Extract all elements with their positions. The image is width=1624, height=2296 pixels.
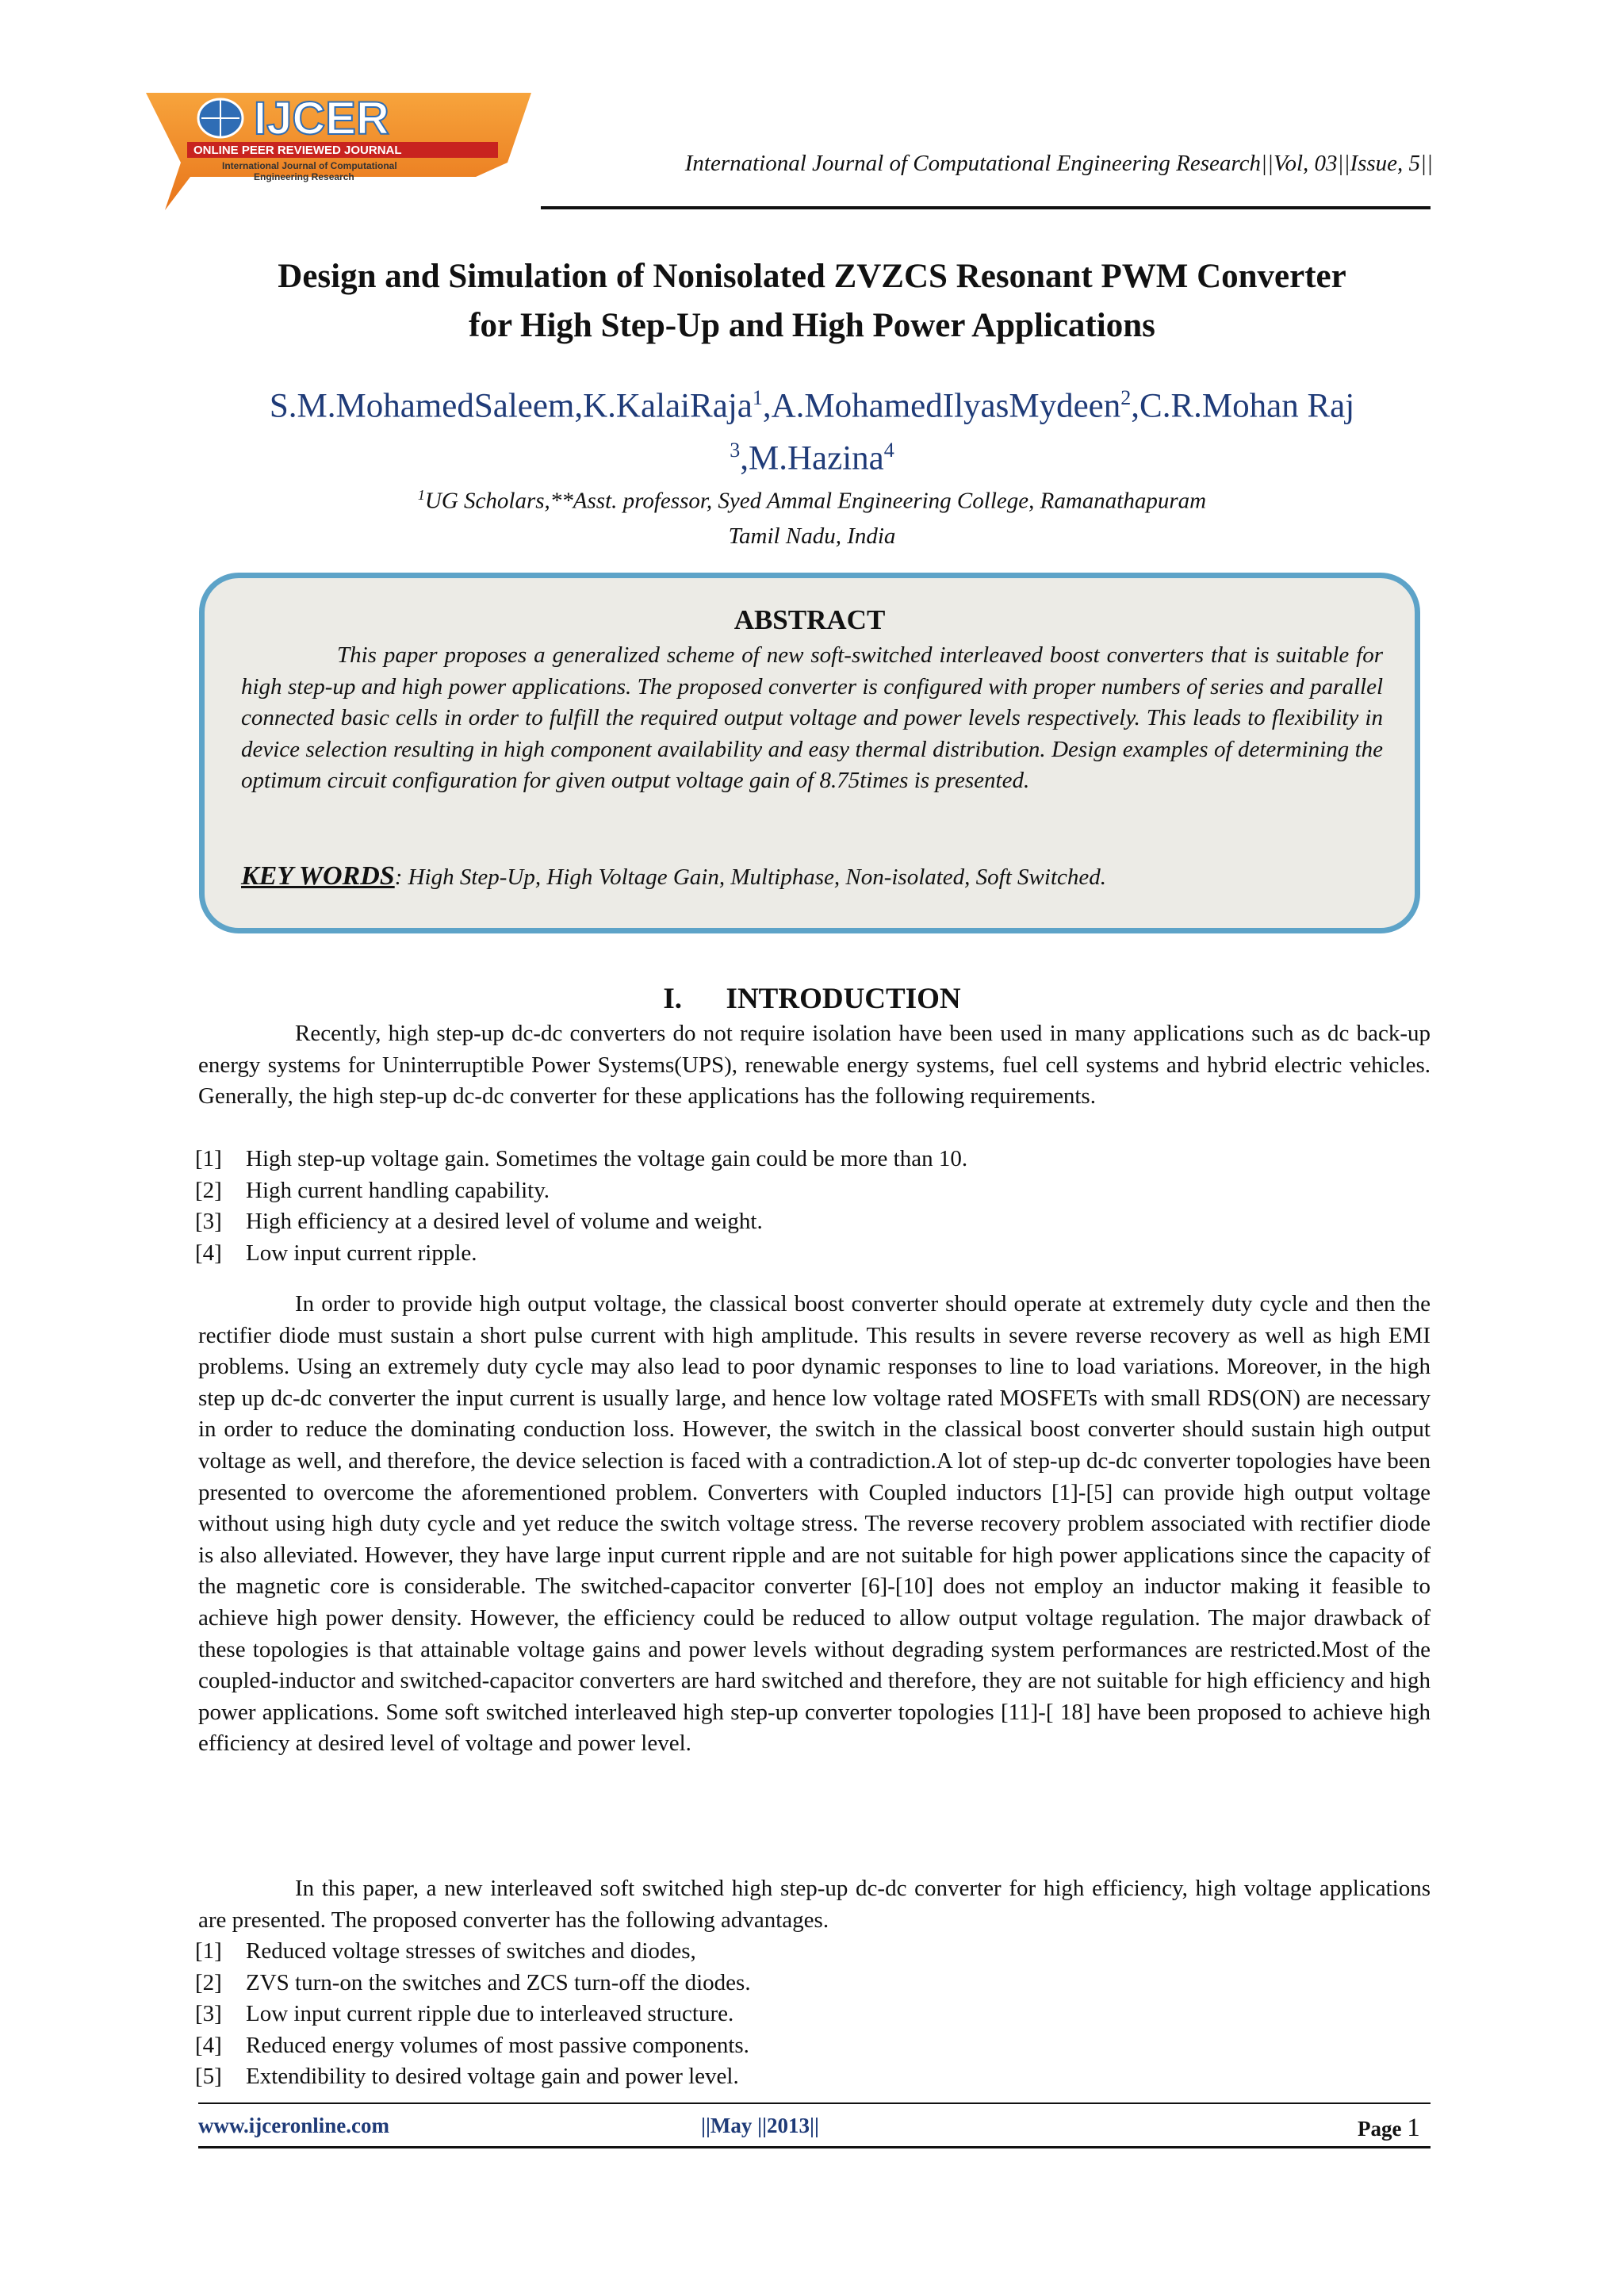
requirements-list [195,1144,967,1269]
logo-subtitle-1: International Journal of Computational [222,160,397,171]
intro-p3-text: In this paper, a new interleaved soft switched high step-up dc-dc converter for high efficiency, high voltage applications are presented. The proposed converter has the following advantages. [198,1876,1431,1933]
list-item-number: [4] [195,1240,222,1266]
ijcer-logo [135,83,539,218]
author-4: ,M.Hazina [740,439,884,477]
list-item-number: [1] [195,1146,222,1171]
list-item [195,1175,967,1207]
intro-p2-text: In order to provide high output voltage, the classical boost converter should operate at extremely duty cycle and then the rectifier diode must sustain a short pulse current with high amplitude. This results in severe reverse recovery as well as high EMI problems. Using an extremely duty cycle may also lead to poor dynamic responses to line to load variations. Moreover, in the high step up dc-dc converter the input current is usually large, and hence low voltage rated MOSFETs with small RDS(ON) are necessary in order to reduce the dominating conduction loss. However, the switch in the classical boost converter should sustain high output voltage as well, and therefore, the device selection is faced with a contradiction.A lot of step-up dc-dc converter topologies have been presented to overcome the aforementioned problem. Converters with Coupled inductors [1]-[5] can provide high output voltage without using high duty cycle and yet reduce the switch voltage stress. The reverse recovery problem associated with rectifier diode is also alleviated. However, they have large input current ripple and are not suitable for high power applications since the capacity of the magnetic core is considerable. The switched-capacitor converter [6]-[10] does not employ an inductor making it feasible to achieve high power density. However, the efficiency could be reduced to allow output voltage regulation. The major drawback of these topologies is that attainable voltage gains and power levels without degrading system performances are restricted.Most of the coupled-inductor and switched-capacitor converters are hard switched and therefore, they are not suitable for high efficiency and high power applications. Some soft switched interleaved high step-up converter topologies [11]-[ 18] have been proposed to achieve high efficiency at desired level of voltage and power level. [198,1291,1431,1757]
abstract-paragraph: This paper proposes a generalized scheme of new soft-switched interleaved boost converters that is suitable for high step-up and high power applications. The proposed converter is configured with proper numbers of series and parallel connected basic cells in order to fulfill the required output voltage and power levels respectively. This leads to flexibility in device selection resulting in high component availability and easy thermal distribution. Design examples of determining the optimum circuit configuration for given output voltage gain of 8.75times is presented. [241,642,1383,793]
list-item-text: Reduced voltage stresses of switches and diodes, [246,1938,696,1964]
intro-paragraph-2 [198,1289,1431,1760]
list-item-number: [2] [195,1969,222,1995]
list-item-text: Extendibility to desired voltage gain and power level. [246,2064,739,2090]
affiliation-line-1: UG Scholars,**Asst. professor, Syed Ammal Engineering College, Ramanathapuram [424,488,1207,514]
author-2-sup: 2 [1120,386,1132,409]
abstract-text [241,640,1383,797]
title-line-2: for High Step-Up and High Power Applications [469,307,1155,344]
section-heading-introduction: I. INTRODUCTION [663,983,961,1015]
author-3-sup: 3 [730,439,741,462]
affiliation [127,477,1497,554]
affiliation-line-2: Tamil Nadu, India [728,523,896,549]
journal-header: International Journal of Computational Engineering Research||Vol, 03||Issue, 5|| [684,151,1433,176]
list-item-number: [5] [195,2064,222,2090]
title-line-1: Design and Simulation of Nonisolated ZVZCS Resonant PWM Converter [278,258,1346,295]
footer-rule-bottom [198,2146,1431,2148]
list-item-text: Reduced energy volumes of most passive components. [246,2032,749,2058]
logo-subtitle-2: Engineering Research [254,171,354,182]
footer-url-link[interactable]: www.ijceronline.com [198,2114,389,2137]
list-item-text: High current handling capability. [246,1177,550,1203]
list-item-number: [1] [195,1938,222,1964]
list-item-number: [3] [195,2001,222,2027]
keywords-text: : High Step-Up, High Voltage Gain, Multiphase, Non-isolated, Soft Switched. [394,864,1106,890]
advantages-list [195,1936,751,2093]
list-item-number: [2] [195,1177,222,1203]
footer-page [1358,2114,1420,2143]
list-item [195,1144,967,1175]
author-2: ,A.MohamedIlyasMydeen [762,387,1121,425]
logo-tagline: ONLINE PEER REVIEWED JOURNAL [193,144,402,157]
list-item-text: High step-up voltage gain. Sometimes the voltage gain could be more than 10. [246,1146,968,1171]
logo-name: IJCER [254,93,389,144]
list-item [195,1206,967,1238]
author-4-sup: 4 [883,439,894,462]
page-number: 1 [1407,2114,1420,2142]
list-item [195,1238,967,1270]
keywords-label: KEY WORDS [241,861,395,891]
list-item [195,2030,751,2062]
list-item [195,2061,751,2093]
intro-p1-text: Recently, high step-up dc-dc converters do not require isolation have been used in many applications such as dc back-up energy systems for Uninterruptible Power Systems(UPS), renewable energy systems, fuel cell systems and hybrid electric vehicles. Generally, the high step-up dc-dc converter for these applications has the following requirements. [198,1021,1431,1110]
footer-date: ||May ||2013|| [701,2114,819,2137]
abstract-heading: ABSTRACT [733,604,886,635]
list-item-number: [3] [195,1209,222,1235]
authors [143,376,1481,481]
list-item [195,1999,751,2030]
list-item-text: High efficiency at a desired level of volume and weight. [246,1209,763,1235]
list-item [195,1936,751,1968]
page-label: Page [1358,2117,1408,2141]
keywords [241,861,1383,891]
list-item-text: Low input current ripple. [246,1240,477,1266]
paper-title [127,252,1497,351]
author-3: ,C.R.Mohan Raj [1131,387,1355,425]
header-rule [541,206,1431,209]
list-item-text: ZVS turn-on the switches and ZCS turn-off the diodes. [246,1969,751,1995]
list-item-text: Low input current ripple due to interleaved structure. [246,2001,734,2027]
list-item-number: [4] [195,2032,222,2058]
list-item [195,1968,751,1999]
intro-paragraph-1 [198,1018,1431,1113]
author-1-sup: 1 [752,386,763,409]
author-1: S.M.MohamedSaleem,K.KalaiRaja [269,387,753,425]
intro-paragraph-3 [198,1873,1431,1936]
affiliation-sup: 1 [417,487,425,503]
footer-rule-top [198,2102,1431,2104]
